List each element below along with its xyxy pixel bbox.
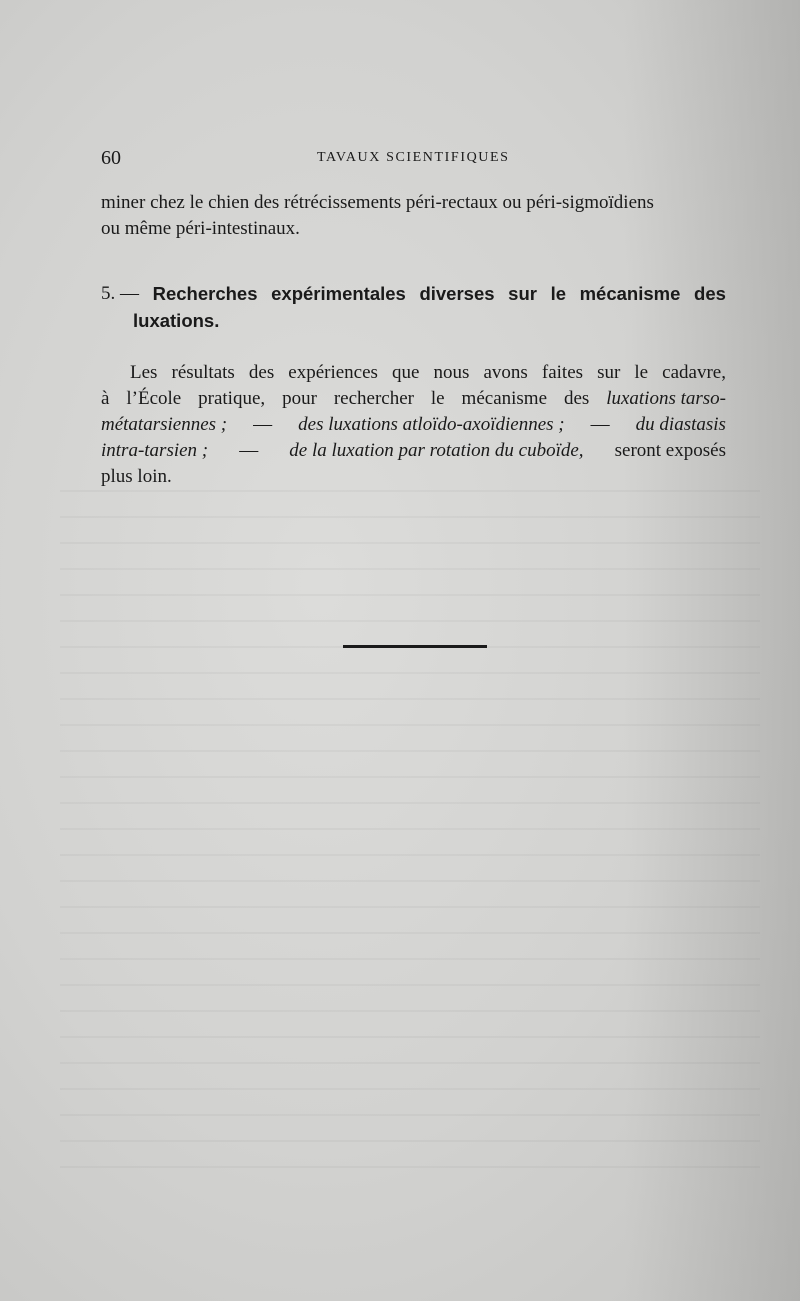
italic-text: de la luxation par rotation du cuboïde, — [289, 440, 584, 461]
text: seront exposés — [614, 440, 726, 461]
show-through-texture — [60, 490, 760, 1190]
paragraph-continuation — [101, 190, 726, 242]
word: expériences — [288, 362, 378, 383]
heading-word: des — [694, 283, 726, 304]
heading-line: luxations. — [133, 310, 220, 331]
word: des — [248, 362, 275, 383]
italic-text: du diastasis — [635, 414, 726, 435]
page-number: 60 — [101, 147, 121, 169]
word: résultats — [171, 362, 235, 383]
paragraph-line: ou même péri-intestinaux. — [101, 218, 300, 239]
heading-word: le — [550, 283, 566, 304]
word: des — [563, 388, 590, 409]
italic-text: des luxations atloïdo-axoïdiennes ; — [298, 414, 565, 435]
section-end-rule — [343, 645, 487, 648]
paragraph-line — [101, 438, 726, 464]
dash: — — [239, 440, 259, 461]
word: mécanisme — [461, 388, 548, 409]
dash: — — [590, 414, 610, 435]
section-number: 5. — — [101, 283, 139, 304]
word: nous — [433, 362, 470, 383]
italic-text: luxations tarso- — [606, 388, 726, 409]
heading-line — [101, 280, 726, 307]
word: le — [634, 362, 649, 383]
paragraph-line — [101, 360, 726, 386]
word: pratique, — [198, 388, 266, 409]
word: Les — [130, 362, 158, 383]
heading-word: sur — [508, 283, 537, 304]
page-header — [101, 146, 726, 170]
word: pour — [282, 388, 317, 409]
heading-word: expérimentales — [271, 283, 406, 304]
paragraph-luxations — [101, 360, 726, 490]
word: l’École — [126, 388, 182, 409]
dash: — — [253, 414, 273, 435]
word: que — [392, 362, 420, 383]
paragraph-line — [101, 412, 726, 438]
heading-word: mécanisme — [579, 283, 681, 304]
section-heading — [101, 280, 726, 334]
italic-text: intra-tarsien ; — [101, 440, 209, 461]
word: sur — [597, 362, 621, 383]
running-title: TAVAUX SCIENTIFIQUES — [317, 150, 510, 165]
word: cadavre, — [662, 362, 726, 383]
heading-word: Recherches — [152, 283, 258, 304]
word: le — [430, 388, 445, 409]
word: à — [101, 388, 110, 409]
paragraph-line — [101, 386, 726, 412]
word: avons — [483, 362, 528, 383]
paragraph-line: miner chez le chien des rétrécissements péri-rectaux ou péri-sigmoïdiens — [101, 192, 654, 213]
italic-text: métatarsiennes ; — [101, 414, 228, 435]
heading-word: diverses — [419, 283, 495, 304]
paragraph-line: plus loin. — [101, 466, 172, 487]
word: faites — [541, 362, 584, 383]
word: rechercher — [333, 388, 414, 409]
